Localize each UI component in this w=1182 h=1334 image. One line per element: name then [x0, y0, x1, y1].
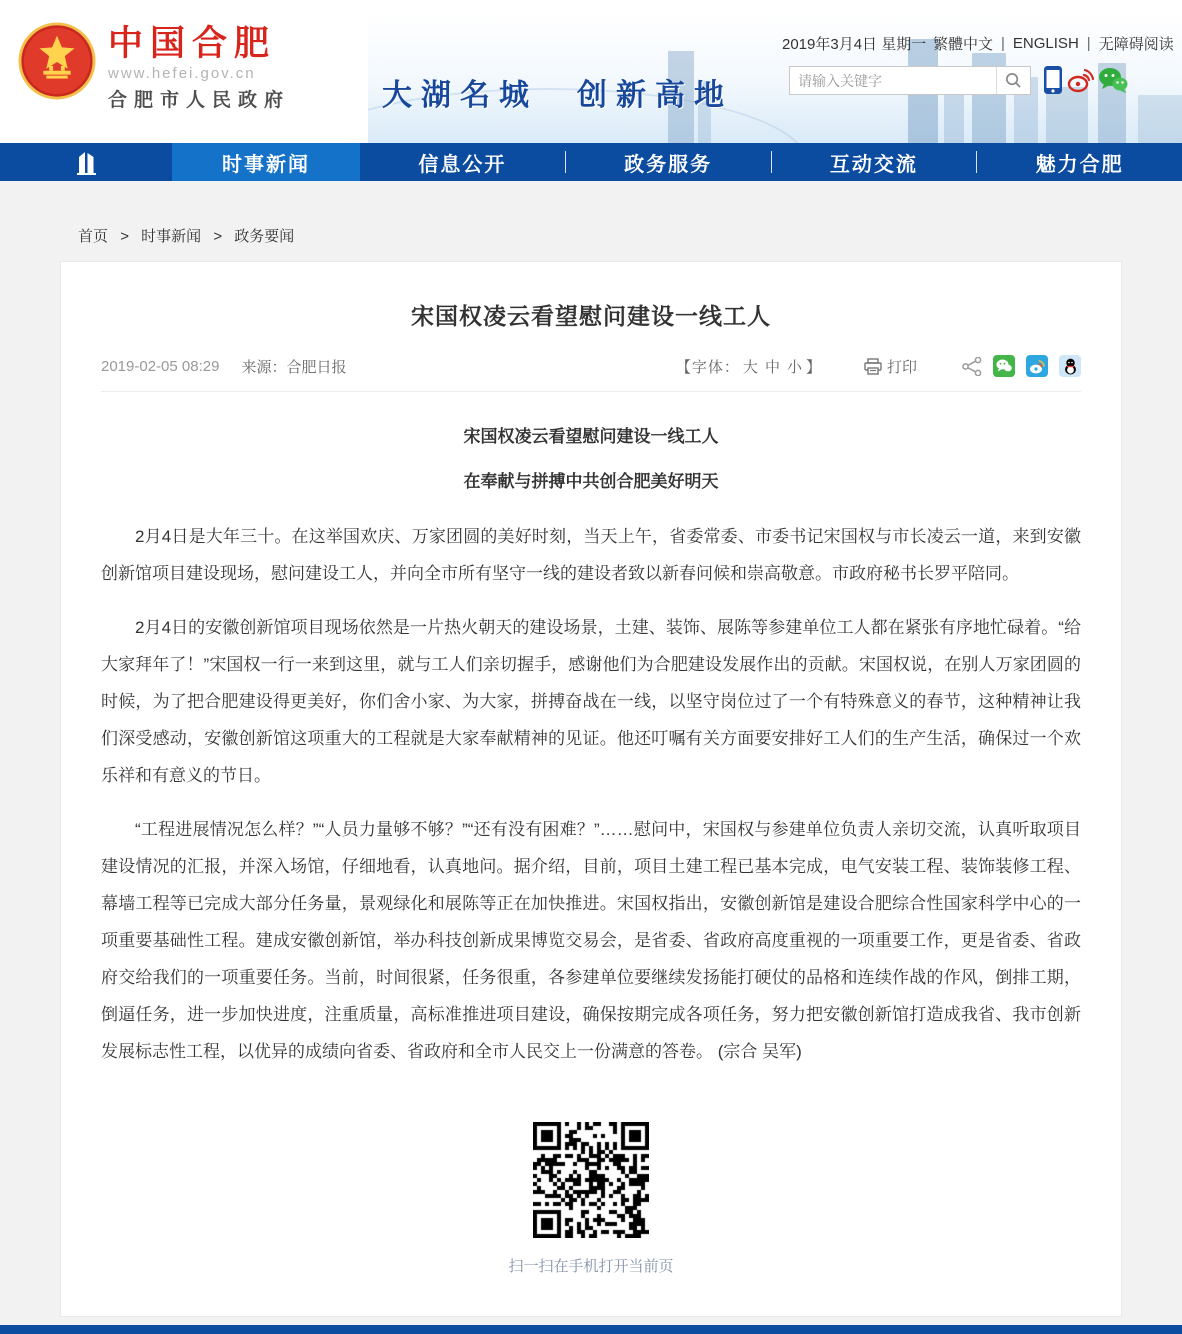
wechat-square-icon: [996, 359, 1012, 373]
article-toolbar: [676, 355, 1081, 377]
breadcrumb-current: 政务要闻: [234, 228, 295, 245]
search-input[interactable]: [790, 68, 996, 93]
weibo-icon: [1066, 66, 1096, 94]
qr-code: [533, 1122, 649, 1238]
share-wechat-button[interactable]: [993, 355, 1015, 377]
search-icon: [1005, 72, 1022, 89]
article-source: 来源：合肥日报: [241, 358, 347, 376]
share-qq-button[interactable]: [1059, 355, 1081, 377]
site-subtitle: 合肥市人民政府: [108, 90, 291, 111]
article-subtitle-2: 在奉献与拼搏中共创合肥美好明天: [463, 472, 719, 491]
font-label-suffix: 】: [805, 358, 822, 376]
nav-item-interaction[interactable]: 互动交流: [829, 153, 918, 176]
wechat-icon: [1098, 67, 1128, 94]
share-weibo-button[interactable]: [1026, 355, 1048, 377]
font-size-small-button[interactable]: 小: [786, 358, 803, 376]
article-paragraph: 2月4日是大年三十。在这举国欢庆、万家团圆的美好时刻，当天上午，省委常委、市委书记宋国权与市长凌云一道，来到安徽创新馆项目建设现场，慰问建设工人，并向全市所有坚守一线的建设者致以新春问候和崇高敬意。市政府秘书长罗平陪同。: [101, 527, 1081, 583]
article-paragraph: 2月4日的安徽创新馆项目现场依然是一片热火朝天的建设场景，土建、装饰、展陈等参建单位工人都在紧张有序地忙碌着。“给大家拜年了！”宋国权一行一来到这里，就与工人们亲切握手，感谢他们为合肥建设发展作出的贡献。宋国权说，在别人万家团圆的时候，为了把合肥建设得更美好，你们舍小家、为大家，拼搏奋战在一线，以坚守岗位过了一个有特殊意义的春节，这种精神让我们深受感动，安徽创新馆这项重大的工程就是大家奉献精神的见证。他还叮嘱有关方面要安排好工人们的生产生活，确保过一个欢乐祥和有意义的节日。: [101, 618, 1081, 785]
site-name: 中国合肥: [108, 24, 277, 63]
site-header: [0, 0, 1182, 143]
printer-icon: [864, 358, 882, 375]
weibo-square-icon: [1029, 359, 1045, 374]
national-emblem-logo[interactable]: [18, 22, 96, 100]
site-logo-text: [108, 26, 290, 112]
article-body: [101, 518, 1081, 1070]
font-label-prefix: 【字体：: [675, 358, 740, 376]
lang-link-english[interactable]: ENGLISH: [1012, 35, 1079, 52]
qr-caption: 扫一扫在手机打开当前页: [508, 1258, 674, 1275]
breadcrumb: [0, 181, 1182, 261]
share-nodes-icon: [962, 357, 982, 376]
share-button[interactable]: [962, 357, 982, 376]
mobile-icon: [1043, 65, 1063, 95]
link-separator: |: [1001, 35, 1005, 52]
main-content-area: [0, 181, 1182, 1325]
breadcrumb-separator: >: [120, 228, 129, 245]
footer-strip: [0, 1325, 1182, 1334]
nav-item-charm-hefei[interactable]: 魅力合肥: [1035, 153, 1124, 176]
article-title: 宋国权凌云看望慰问建设一线工人: [411, 303, 771, 329]
home-icon: [73, 148, 99, 176]
lang-link-traditional[interactable]: 繁體中文: [933, 36, 994, 53]
link-separator: |: [1086, 35, 1091, 52]
search-button[interactable]: [996, 67, 1030, 94]
current-date: 2019年3月4日 星期一: [782, 36, 927, 53]
nav-item-gov-services[interactable]: 政务服务: [624, 153, 713, 176]
language-links: [933, 33, 1174, 54]
main-navigation: [0, 143, 1182, 181]
nav-home-button[interactable]: [0, 143, 172, 181]
qr-section: [101, 1122, 1081, 1276]
mobile-site-button[interactable]: [1038, 64, 1068, 96]
font-size-medium-button[interactable]: 中: [764, 358, 781, 376]
accessibility-link[interactable]: 无障碍阅读: [1098, 36, 1174, 53]
breadcrumb-home[interactable]: 首页: [78, 228, 109, 245]
print-label: 打印: [886, 358, 917, 376]
article-paragraph: “工程进展情况怎么样？”“人员力量够不够？”“还有没有困难？”……慰问中，宋国权与参建单位负责人亲切交流，认真听取项目建设情况的汇报，并深入场馆，仔细地看，认真地问。据介绍，目前，项目土建工程已基本完成，电气安装工程、装饰装修工程、幕墙工程等已完成大部分任务量，景观绿化和展陈等正在加快推进。宋国权指出，安徽创新馆是建设合肥综合性国家科学中心的一项重要基础性工程。建成安徽创新馆，举办科技创新成果博览交易会，是省委、省政府高度重视的一项重要工作，更是省委、省政府交给我们的一项重要任务。当前，时间很紧，任务很重，各参建单位要继续发扬能打硬仗的品格和连续作战的作风，倒排工期，倒逼任务，进一步加快进度，注重质量，高标准推进项目建设，确保按期完成各项任务，努力把安徽创新馆打造成我省、我市创新发展标志性工程，以优异的成绩向省委、省政府和全市人民交上一份满意的答卷。 (宗合 吴军): [101, 820, 1081, 1061]
nav-item-news[interactable]: 时事新闻: [172, 143, 360, 181]
publish-time: 2019-02-05 08:29: [101, 357, 220, 375]
site-url: www.hefei.gov.cn: [108, 65, 256, 82]
font-size-large-button[interactable]: 大: [742, 358, 759, 376]
wechat-button[interactable]: [1098, 64, 1128, 96]
article-meta-row: [101, 355, 1081, 392]
breadcrumb-news[interactable]: 时事新闻: [141, 228, 202, 245]
article-subtitle-1: 宋国权凌云看望慰问建设一线工人: [463, 427, 719, 446]
city-slogan: 大湖名城 创新高地: [382, 79, 733, 112]
article-meta-left: [101, 356, 346, 377]
breadcrumb-separator: >: [213, 228, 223, 245]
article-card: [60, 261, 1122, 1317]
qq-penguin-icon: [1063, 358, 1078, 375]
weibo-button[interactable]: [1066, 64, 1096, 96]
print-button[interactable]: [864, 356, 917, 377]
nav-item-info-disclosure[interactable]: 信息公开: [418, 153, 507, 176]
font-size-label: [676, 356, 822, 377]
skyline-tower: [1138, 95, 1182, 143]
search-box: [789, 66, 1031, 95]
